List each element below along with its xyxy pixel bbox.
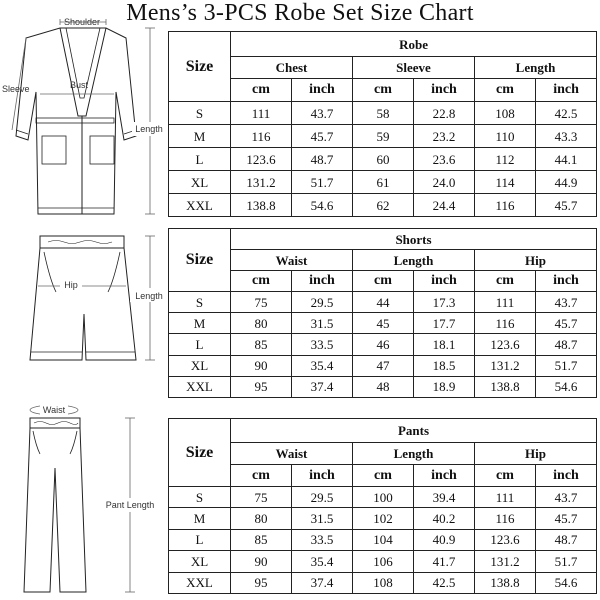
value-cell: 62: [353, 194, 414, 217]
robe-length-label: Length: [135, 124, 163, 134]
table-row: [169, 125, 597, 148]
value-cell: 95: [231, 572, 292, 593]
shorts-size-table: [168, 228, 597, 398]
table-row: [169, 292, 597, 313]
value-cell: 138.8: [475, 376, 536, 397]
value-cell: 22.8: [414, 102, 475, 125]
value-cell: 35.4: [292, 355, 353, 376]
value-cell: 138.8: [475, 572, 536, 593]
value-cell: 95: [231, 376, 292, 397]
pants-waist-label: Waist: [42, 405, 66, 415]
robe-length-header: Length: [475, 57, 597, 79]
value-cell: 85: [231, 529, 292, 550]
size-column-header: Size: [169, 229, 231, 292]
unit-inch-header: inch: [536, 79, 597, 102]
value-cell: 54.6: [536, 376, 597, 397]
value-cell: 43.7: [536, 487, 597, 508]
value-cell: 131.2: [475, 355, 536, 376]
value-cell: 110: [475, 125, 536, 148]
value-cell: 35.4: [292, 551, 353, 572]
value-cell: 59: [353, 125, 414, 148]
value-cell: 42.5: [536, 102, 597, 125]
value-cell: 80: [231, 508, 292, 529]
value-cell: 33.5: [292, 334, 353, 355]
value-cell: 108: [353, 572, 414, 593]
value-cell: 51.7: [536, 551, 597, 572]
value-cell: 116: [475, 194, 536, 217]
size-column-header: Size: [169, 32, 231, 102]
value-cell: 85: [231, 334, 292, 355]
shorts-drawing: [0, 230, 168, 370]
size-cell: S: [169, 487, 231, 508]
value-cell: 41.7: [414, 551, 475, 572]
unit-cm-header: cm: [231, 465, 292, 487]
size-cell: XXL: [169, 194, 231, 217]
value-cell: 43.7: [292, 102, 353, 125]
value-cell: 48.7: [536, 529, 597, 550]
table-row: [169, 148, 597, 171]
value-cell: 48.7: [536, 334, 597, 355]
table-row: [169, 194, 597, 217]
shorts-group-header: Shorts: [231, 229, 597, 250]
value-cell: 31.5: [292, 313, 353, 334]
unit-cm-header: cm: [353, 79, 414, 102]
value-cell: 80: [231, 313, 292, 334]
size-cell: XXL: [169, 572, 231, 593]
value-cell: 31.5: [292, 508, 353, 529]
table-row: [169, 334, 597, 355]
robe-shoulder-label: Shoulder: [63, 17, 101, 27]
table-row: [169, 313, 597, 334]
unit-inch-header: inch: [414, 271, 475, 292]
robe-illustration: [0, 18, 168, 218]
value-cell: 131.2: [475, 551, 536, 572]
value-cell: 39.4: [414, 487, 475, 508]
value-cell: 131.2: [231, 171, 292, 194]
value-cell: 54.6: [536, 572, 597, 593]
robe-bust-label: Bust: [69, 80, 89, 90]
value-cell: 46: [353, 334, 414, 355]
value-cell: 116: [475, 313, 536, 334]
value-cell: 111: [475, 487, 536, 508]
value-cell: 75: [231, 487, 292, 508]
table-row: [169, 487, 597, 508]
page-title: Mens’s 3-PCS Robe Set Size Chart: [126, 0, 474, 26]
unit-cm-header: cm: [231, 79, 292, 102]
table-row: [169, 171, 597, 194]
value-cell: 47: [353, 355, 414, 376]
value-cell: 123.6: [231, 148, 292, 171]
value-cell: 44.9: [536, 171, 597, 194]
value-cell: 104: [353, 529, 414, 550]
unit-inch-header: inch: [414, 465, 475, 487]
value-cell: 17.3: [414, 292, 475, 313]
size-cell: M: [169, 313, 231, 334]
value-cell: 106: [353, 551, 414, 572]
value-cell: 45.7: [536, 313, 597, 334]
value-cell: 44: [353, 292, 414, 313]
shorts-length-header: Length: [353, 250, 475, 271]
unit-cm-header: cm: [475, 271, 536, 292]
value-cell: 45.7: [536, 508, 597, 529]
pants-group-header: Pants: [231, 419, 597, 443]
value-cell: 48.7: [292, 148, 353, 171]
value-cell: 18.5: [414, 355, 475, 376]
size-cell: M: [169, 125, 231, 148]
value-cell: 116: [475, 508, 536, 529]
value-cell: 51.7: [292, 171, 353, 194]
unit-cm-header: cm: [353, 465, 414, 487]
table-row: [169, 529, 597, 550]
value-cell: 44.1: [536, 148, 597, 171]
pants-length-label: Pant Length: [105, 500, 155, 510]
size-cell: M: [169, 508, 231, 529]
table-row: [169, 376, 597, 397]
shorts-waist-header: Waist: [231, 250, 353, 271]
value-cell: 42.5: [414, 572, 475, 593]
value-cell: 111: [231, 102, 292, 125]
size-cell: XL: [169, 171, 231, 194]
size-cell: S: [169, 292, 231, 313]
value-cell: 37.4: [292, 376, 353, 397]
pants-drawing: [0, 398, 168, 598]
size-cell: L: [169, 148, 231, 171]
value-cell: 111: [475, 292, 536, 313]
shorts-length-label: Length: [135, 291, 163, 301]
value-cell: 43.7: [536, 292, 597, 313]
value-cell: 58: [353, 102, 414, 125]
table-row: [169, 102, 597, 125]
value-cell: 40.9: [414, 529, 475, 550]
size-cell: XXL: [169, 376, 231, 397]
table-row: [169, 551, 597, 572]
unit-cm-header: cm: [231, 271, 292, 292]
value-cell: 116: [231, 125, 292, 148]
robe-size-table: [168, 31, 597, 217]
unit-cm-header: cm: [353, 271, 414, 292]
value-cell: 75: [231, 292, 292, 313]
unit-inch-header: inch: [414, 79, 475, 102]
value-cell: 24.4: [414, 194, 475, 217]
unit-cm-header: cm: [475, 465, 536, 487]
size-cell: S: [169, 102, 231, 125]
value-cell: 43.3: [536, 125, 597, 148]
robe-chest-header: Chest: [231, 57, 353, 79]
robe-drawing: [0, 18, 168, 218]
value-cell: 112: [475, 148, 536, 171]
size-column-header: Size: [169, 419, 231, 487]
value-cell: 33.5: [292, 529, 353, 550]
pants-waist-header: Waist: [231, 443, 353, 465]
value-cell: 45.7: [536, 194, 597, 217]
unit-inch-header: inch: [292, 465, 353, 487]
pants-size-table: [168, 418, 597, 594]
unit-inch-header: inch: [536, 271, 597, 292]
value-cell: 123.6: [475, 334, 536, 355]
value-cell: 100: [353, 487, 414, 508]
value-cell: 54.6: [292, 194, 353, 217]
value-cell: 108: [475, 102, 536, 125]
table-row: [169, 355, 597, 376]
value-cell: 90: [231, 551, 292, 572]
pants-length-header: Length: [353, 443, 475, 465]
value-cell: 17.7: [414, 313, 475, 334]
value-cell: 29.5: [292, 292, 353, 313]
value-cell: 114: [475, 171, 536, 194]
shorts-hip-label: Hip: [64, 280, 78, 290]
pants-illustration: [0, 398, 168, 598]
unit-inch-header: inch: [292, 271, 353, 292]
size-cell: L: [169, 334, 231, 355]
value-cell: 37.4: [292, 572, 353, 593]
value-cell: 48: [353, 376, 414, 397]
value-cell: 102: [353, 508, 414, 529]
unit-inch-header: inch: [292, 79, 353, 102]
value-cell: 51.7: [536, 355, 597, 376]
value-cell: 61: [353, 171, 414, 194]
unit-cm-header: cm: [475, 79, 536, 102]
size-cell: L: [169, 529, 231, 550]
value-cell: 18.1: [414, 334, 475, 355]
value-cell: 40.2: [414, 508, 475, 529]
value-cell: 23.6: [414, 148, 475, 171]
robe-sleeve-header: Sleeve: [353, 57, 475, 79]
shorts-illustration: [0, 230, 168, 370]
value-cell: 138.8: [231, 194, 292, 217]
value-cell: 45: [353, 313, 414, 334]
value-cell: 90: [231, 355, 292, 376]
robe-sleeve-label: Sleeve: [2, 84, 30, 94]
value-cell: 24.0: [414, 171, 475, 194]
pants-hip-header: Hip: [475, 443, 597, 465]
value-cell: 23.2: [414, 125, 475, 148]
value-cell: 60: [353, 148, 414, 171]
value-cell: 18.9: [414, 376, 475, 397]
size-cell: XL: [169, 355, 231, 376]
table-row: [169, 572, 597, 593]
unit-inch-header: inch: [536, 465, 597, 487]
shorts-hip-header: Hip: [475, 250, 597, 271]
value-cell: 29.5: [292, 487, 353, 508]
value-cell: 45.7: [292, 125, 353, 148]
value-cell: 123.6: [475, 529, 536, 550]
table-row: [169, 508, 597, 529]
robe-group-header: Robe: [231, 32, 597, 57]
size-cell: XL: [169, 551, 231, 572]
